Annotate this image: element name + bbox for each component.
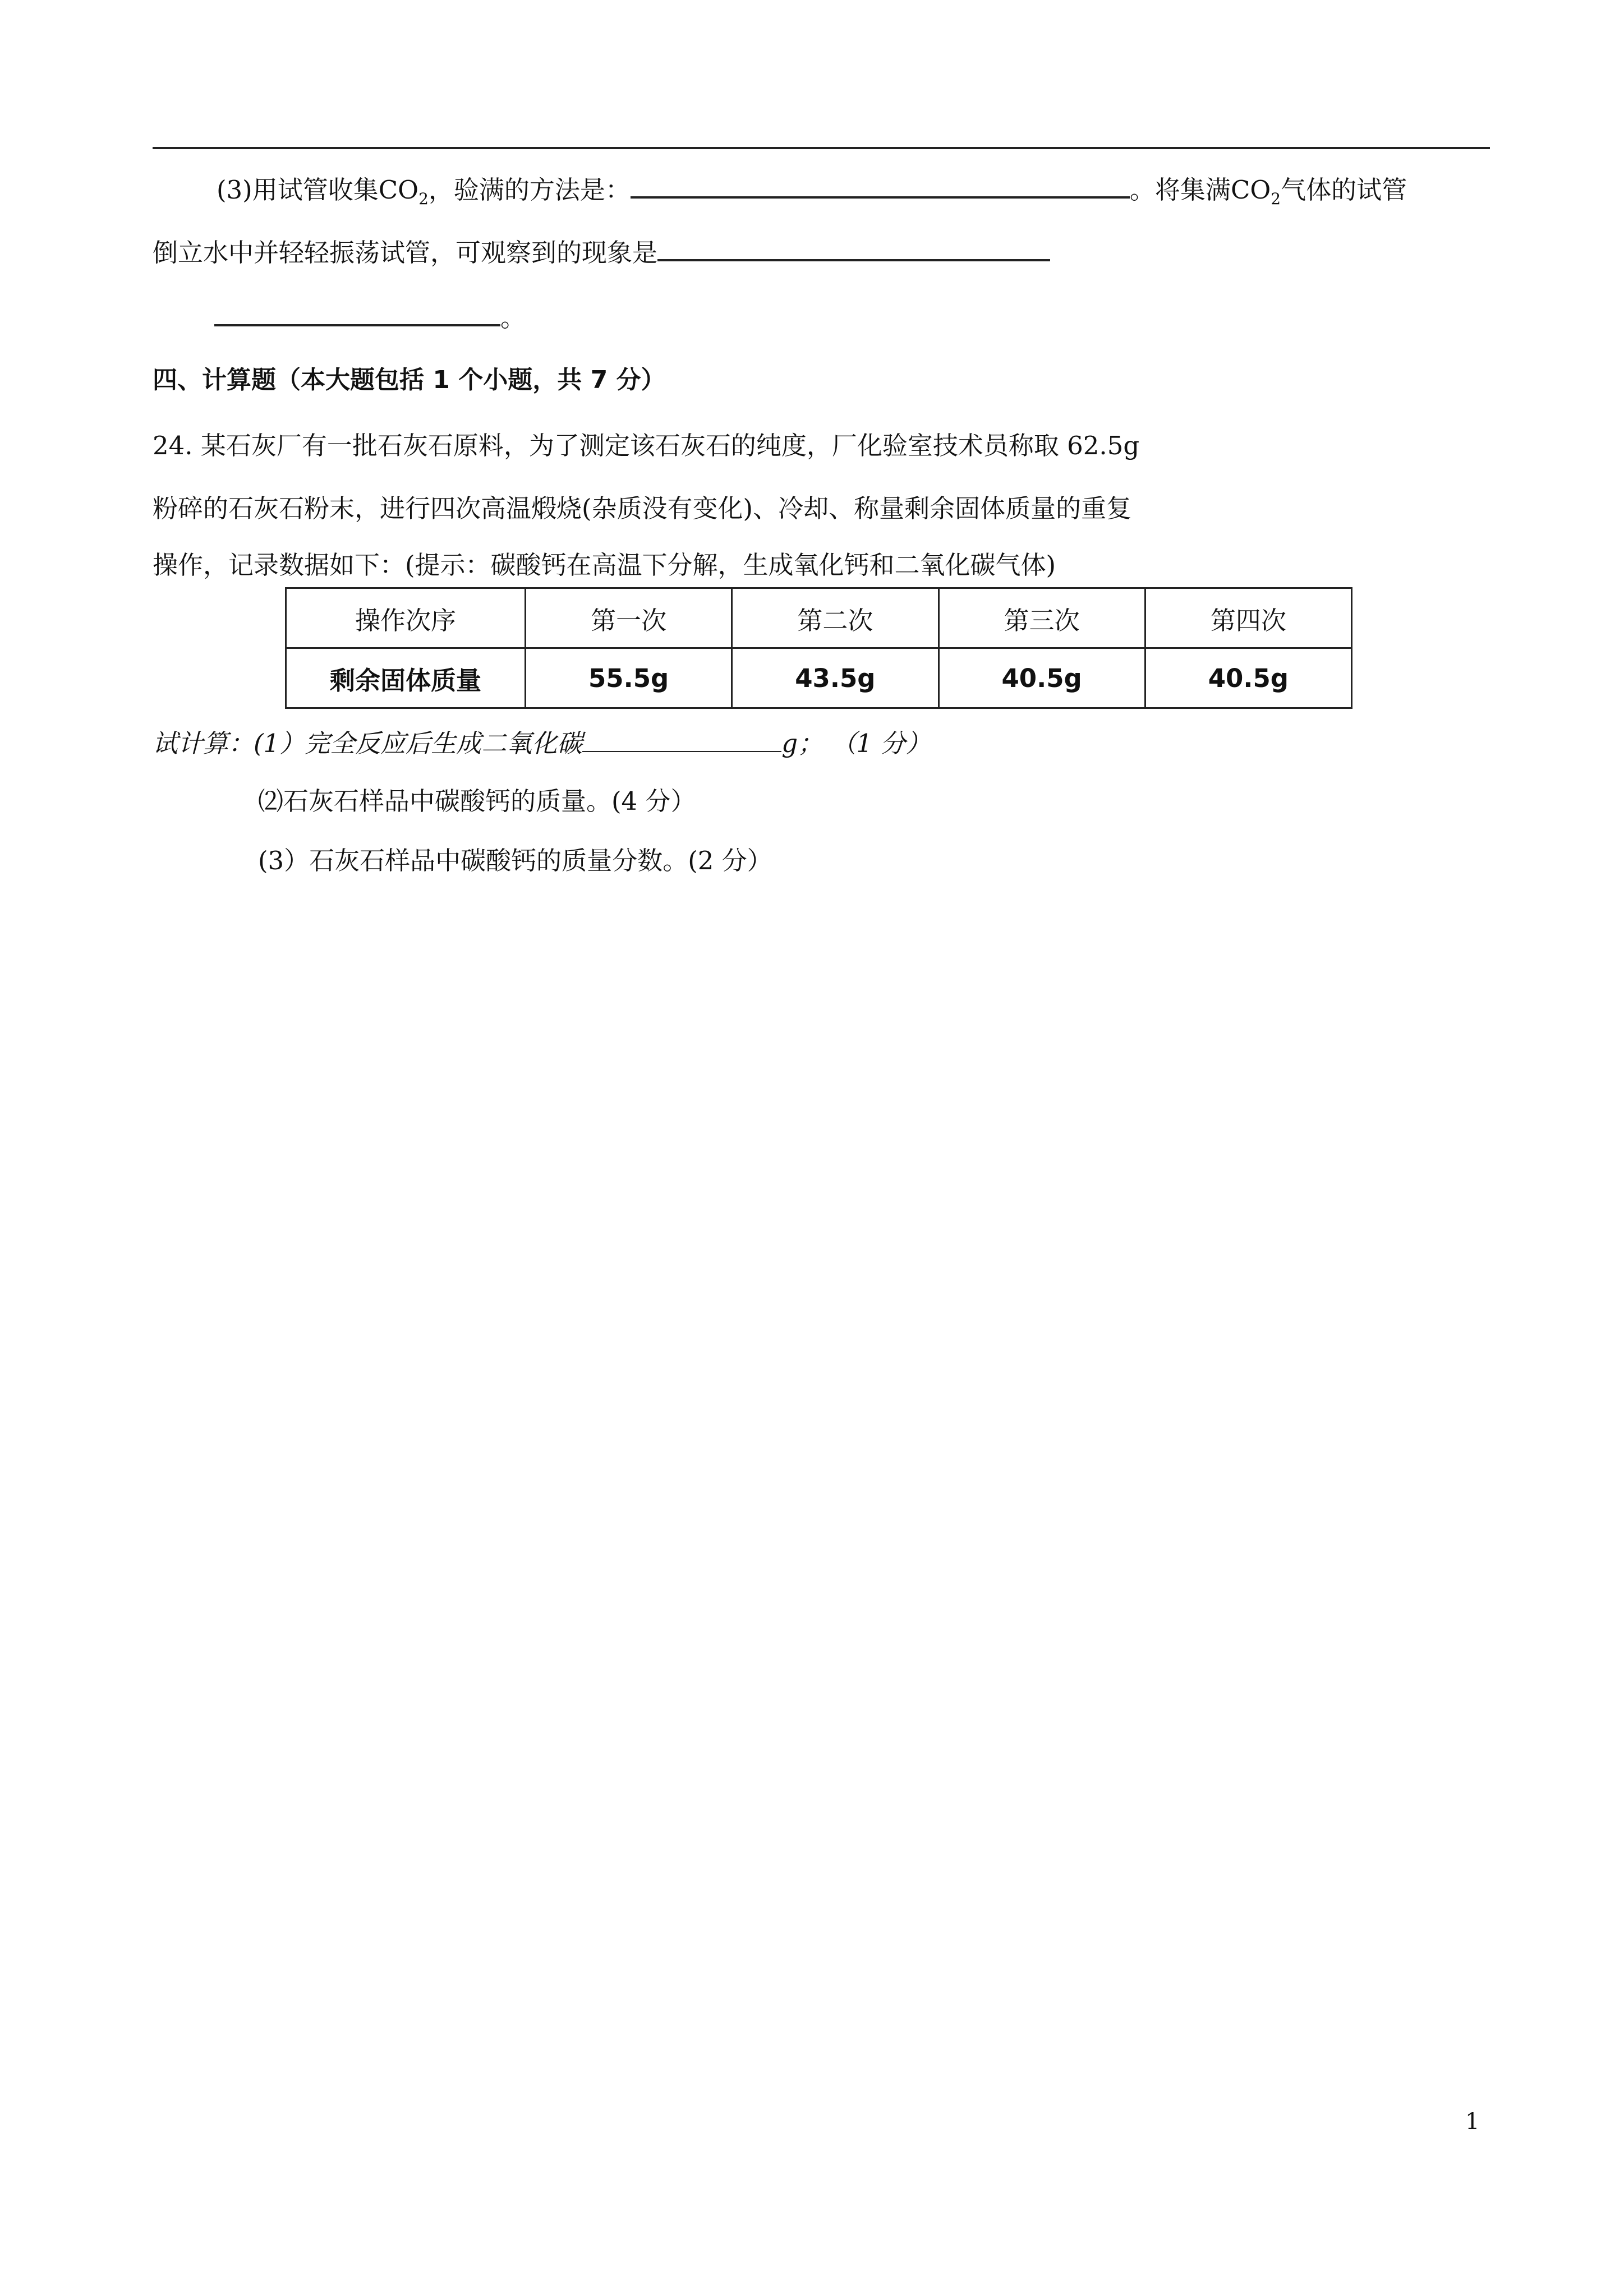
q3-text-b: ，验满的方法是： xyxy=(428,175,631,205)
page-number: 1 xyxy=(1465,2109,1480,2134)
table-cell: 55.5g xyxy=(526,648,732,708)
co2-subscript: 2 xyxy=(418,190,429,208)
q3-line1 xyxy=(217,172,1407,207)
q24-line1: 24. 某石灰厂有一批石灰石原料，为了测定该石灰石的纯度，厂化验室技术员称取 62.5g xyxy=(153,431,1140,460)
q3-text-line2: 倒立水中并轻轻振荡试管，可观察到的现象是 xyxy=(153,238,658,268)
data-table xyxy=(285,587,1352,709)
q3-line3 xyxy=(214,299,526,335)
table-header-cell: 操作次序 xyxy=(286,588,526,648)
co2-subscript-2: 2 xyxy=(1271,190,1281,208)
q24-line3: 操作，记录数据如下：(提示：碳酸钙在高温下分解，生成氧化钙和二氧化碳气体) xyxy=(153,550,1056,580)
calc-part2: ⑵石灰石样品中碳酸钙的质量。(4 分） xyxy=(258,786,696,816)
table-cell: 40.5g xyxy=(1145,648,1351,708)
table-header-cell: 第一次 xyxy=(526,588,732,648)
table-cell: 40.5g xyxy=(938,648,1145,708)
q3-line2 xyxy=(153,234,1050,270)
calc-part1 xyxy=(153,727,931,760)
calc-part1-text: 试计算：(1）完全反应后生成二氧化碳 xyxy=(153,729,583,758)
answer-blank-phenomenon[interactable] xyxy=(657,234,1050,261)
q3-period: 。 xyxy=(500,303,526,333)
q3-text-d: 气体的试管 xyxy=(1281,175,1407,205)
table-cell: 43.5g xyxy=(732,648,938,708)
table-header-cell: 第四次 xyxy=(1145,588,1351,648)
table-row-label: 剩余固体质量 xyxy=(286,648,526,708)
q3-text-c: 。将集满 xyxy=(1129,175,1231,205)
calc-part1-unit: g； （1 分） xyxy=(781,729,931,758)
answer-blank-phenomenon-cont[interactable] xyxy=(214,299,500,326)
co2-formula-2: CO xyxy=(1230,175,1271,205)
calc-part3: (3）石灰石样品中碳酸钙的质量分数。(2 分） xyxy=(258,846,772,875)
q3-text-a: (3)用试管收集 xyxy=(217,175,379,205)
answer-blank-method[interactable] xyxy=(631,172,1130,199)
q24-line2: 粉碎的石灰石粉末，进行四次高温煅烧(杂质没有变化)、冷却、称量剩余固体质量的重复 xyxy=(153,494,1132,523)
section-heading: 四、计算题（本大题包括 1 个小题，共 7 分） xyxy=(153,366,666,394)
co2-formula: CO xyxy=(378,175,419,205)
answer-blank-co2-mass[interactable] xyxy=(582,729,781,752)
header-rule xyxy=(153,147,1490,149)
table-row xyxy=(286,648,1352,708)
table-header-cell: 第二次 xyxy=(732,588,938,648)
table-header-cell: 第三次 xyxy=(938,588,1145,648)
table-header-row xyxy=(286,588,1352,648)
